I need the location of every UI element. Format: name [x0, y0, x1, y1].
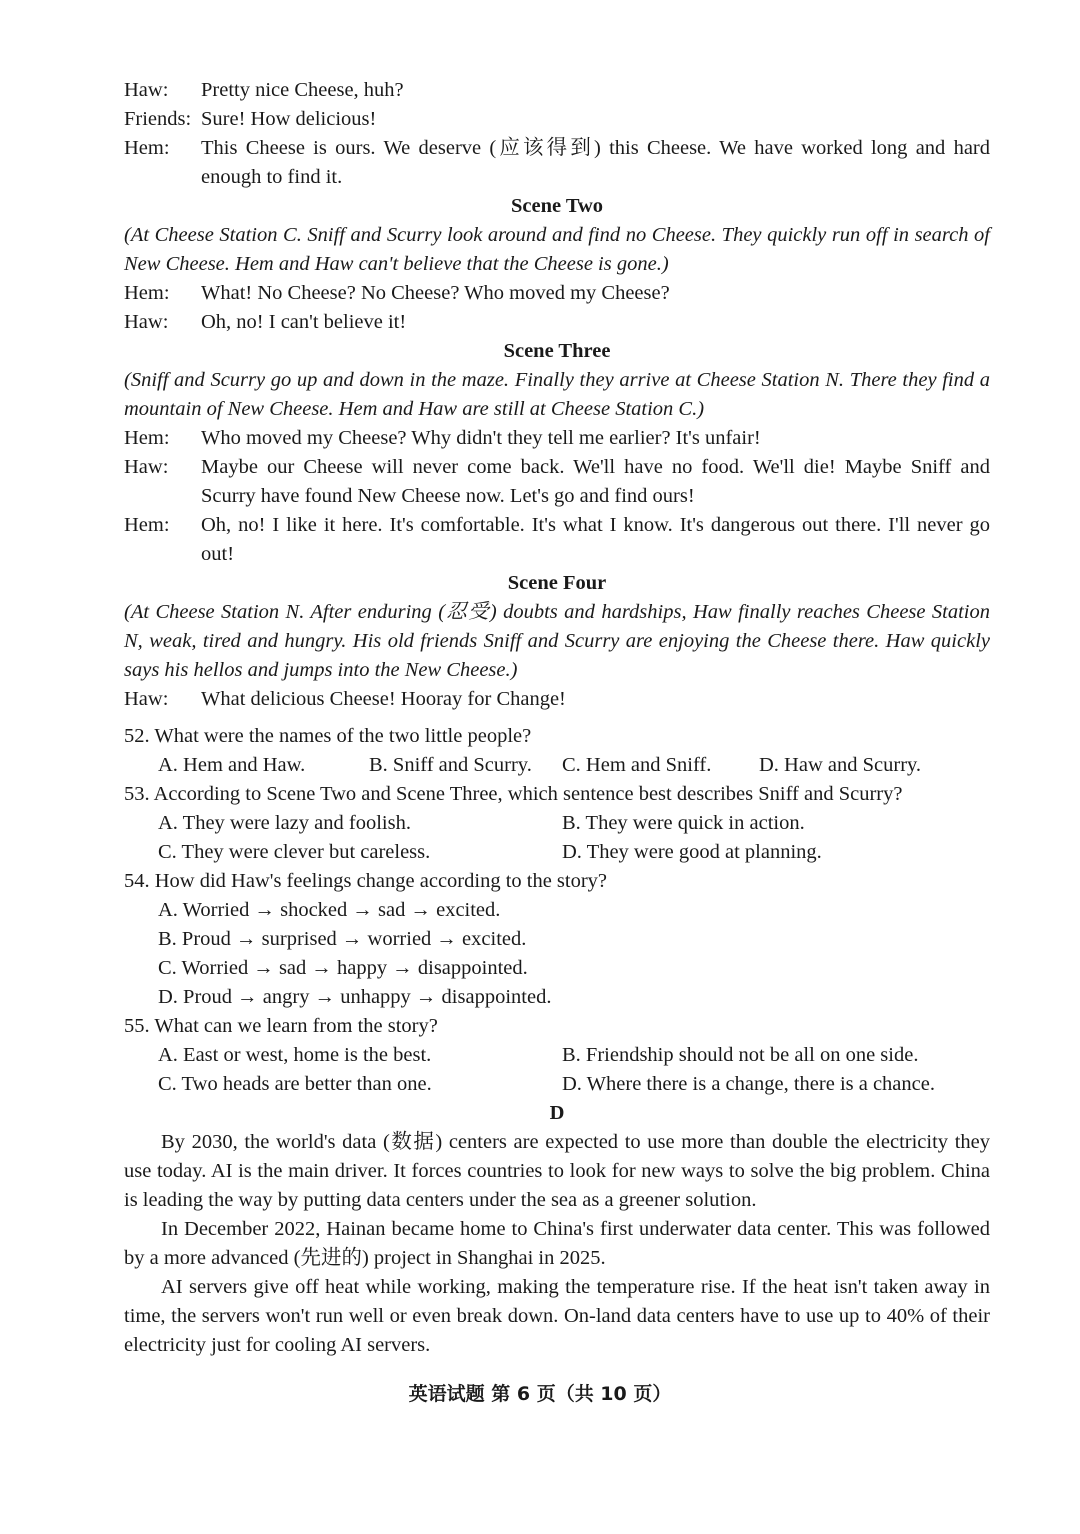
option-c: C. They were clever but careless.	[158, 841, 431, 863]
page-content	[124, 76, 990, 1360]
option-a: A. East or west, home is the best.	[158, 1044, 432, 1066]
option-d: D. They were good at planning.	[562, 841, 822, 863]
page-footer: 英语试题 第 6 页（共 10 页）	[408, 1383, 672, 1405]
question-54-stem: 54. How did Haw's feelings change according to the story?	[124, 870, 608, 892]
dialogue-line	[124, 105, 990, 134]
option-b: B. Proud → surprised → worried → excited.	[158, 928, 527, 950]
speaker: Hem:	[124, 514, 170, 536]
option-b: B. They were quick in action.	[562, 812, 805, 834]
speaker: Friends:	[124, 108, 192, 130]
dialogue-line	[124, 76, 990, 105]
dialogue-line	[124, 424, 990, 453]
speech: Who moved my Cheese? Why didn't they tell me earlier? It's unfair!	[201, 427, 761, 449]
stage-direction: (At Cheese Station N. After enduring (忍受) doubts and hardships, Haw finally reaches Cheese Station N, weak, tired and hungry. His old friends Sniff and Scurry are enjoying the Cheese there. Haw quickly says his hellos and jumps into the New Cheese.)	[124, 601, 990, 681]
option-b: B. Sniff and Scurry.	[369, 754, 532, 776]
passage-paragraph: By 2030, the world's data (数据) centers are expected to use more than double the electricity they use today. AI is the main driver. It forces countries to look for new ways to solve the big problem. China is leading the way by putting data centers under the sea as a greener solution.	[124, 1131, 990, 1211]
dialogue-line	[124, 279, 990, 308]
option-d: D. Proud → angry → unhappy → disappointed.	[158, 986, 552, 1008]
question-55-options	[124, 1041, 990, 1070]
dialogue-line	[124, 308, 990, 337]
question-55-options	[124, 1070, 990, 1099]
section-heading: D	[549, 1102, 565, 1124]
speech: Pretty nice Cheese, huh?	[201, 79, 404, 101]
speaker: Hem:	[124, 427, 170, 449]
question-53-options	[124, 838, 990, 867]
dialogue-line	[124, 685, 990, 714]
speech: Sure! How delicious!	[201, 108, 377, 130]
speech: What delicious Cheese! Hooray for Change!	[201, 688, 566, 710]
option-b: B. Friendship should not be all on one side.	[562, 1044, 919, 1066]
passage-paragraph: AI servers give off heat while working, making the temperature rise. If the heat isn't taken away in time, the servers won't run well or even break down. On-land data centers have to use up to 40% of their electricity just for cooling AI servers.	[124, 1276, 990, 1356]
speech: What! No Cheese? No Cheese? Who moved my Cheese?	[201, 282, 670, 304]
speech: Oh, no! I can't believe it!	[201, 311, 407, 333]
option-a: A. They were lazy and foolish.	[158, 812, 411, 834]
question-55-stem: 55. What can we learn from the story?	[124, 1015, 438, 1037]
question-53-stem: 53. According to Scene Two and Scene Three, which sentence best describes Sniff and Scurry?	[124, 783, 903, 805]
stage-direction: (Sniff and Scurry go up and down in the maze. Finally they arrive at Cheese Station N. There they find a mountain of New Cheese. Hem and Haw are still at Cheese Station C.)	[124, 369, 990, 420]
question-block	[124, 722, 990, 1099]
option-c: C. Two heads are better than one.	[158, 1073, 432, 1095]
option-a: A. Worried → shocked → sad → excited.	[158, 899, 501, 921]
option-c: C. Worried → sad → happy → disappointed.	[158, 957, 528, 979]
speaker: Hem:	[124, 282, 170, 304]
scene-title: Scene Two	[510, 195, 604, 217]
question-52-stem: 52. What were the names of the two little people?	[124, 725, 532, 747]
speaker: Haw:	[124, 456, 169, 478]
option-d: D. Where there is a change, there is a chance.	[562, 1073, 935, 1095]
speech: This Cheese is ours. We deserve (应该得到) this Cheese. We have worked long and hard enough to find it.	[201, 137, 990, 188]
speech: Maybe our Cheese will never come back. We'll have no food. We'll die! Maybe Sniff and Scurry have found New Cheese now. Let's go and find ours!	[201, 456, 990, 507]
scene-title: Scene Four	[507, 572, 607, 594]
speaker: Hem:	[124, 137, 170, 159]
dialogue-line	[124, 511, 990, 569]
option-a: A. Hem and Haw.	[158, 754, 306, 776]
scene-title: Scene Three	[503, 340, 611, 362]
speaker: Haw:	[124, 79, 169, 101]
speaker: Haw:	[124, 688, 169, 710]
dialogue-line	[124, 453, 990, 511]
passage-paragraph: In December 2022, Hainan became home to China's first underwater data center. This was followed by a more advanced (先进的) project in Shanghai in 2025.	[124, 1218, 990, 1269]
question-52-options	[124, 751, 990, 780]
speaker: Haw:	[124, 311, 169, 333]
option-d: D. Haw and Scurry.	[759, 754, 922, 776]
speech: Oh, no! I like it here. It's comfortable. It's what I know. It's dangerous out there. I'll never go out!	[201, 514, 990, 565]
option-c: C. Hem and Sniff.	[562, 754, 712, 776]
dialogue-line	[124, 134, 990, 192]
question-53-options	[124, 809, 990, 838]
stage-direction: (At Cheese Station C. Sniff and Scurry look around and find no Cheese. They quickly run off in search of New Cheese. Hem and Haw can't believe that the Cheese is gone.)	[124, 224, 990, 275]
